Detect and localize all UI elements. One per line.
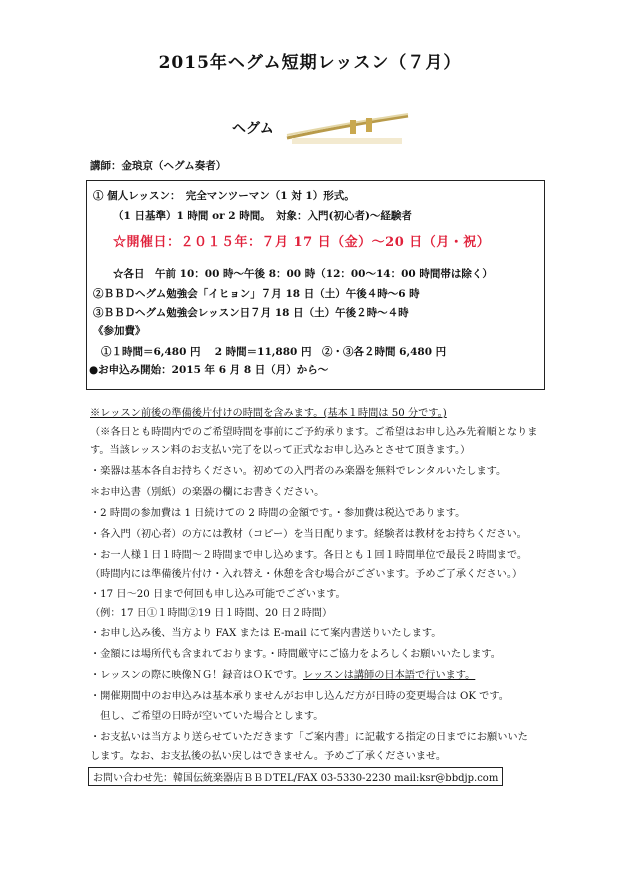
lesson-info-box [86,180,545,390]
note-line: ・お一人様１日１時間～２時間まで申し込めます。各日とも１回１時間単位で最長２時間まで。 [90,550,528,561]
box-line-application-start: ●お申込み開始：2015 年 6 月 8 日（月）から～ [89,364,329,376]
box-line-fee-heading: 《参加費》 [93,325,146,337]
note-video-text: ・レッスンの際に映像ＮＧ！録音はＯＫです。 [90,670,304,681]
box-line-fees: ①１時間＝6,480 円 2 時間＝11,880 円 ②・③各２時間 6,480 円 [101,346,447,358]
page-title: 2015年ヘグム短期レッスン（７月） [158,53,462,73]
box-line-dates: ☆開催日：２０１５年：７月 17 日（金）～20 日（月・祝） [113,235,491,250]
contact-info: お問い合わせ先：韓国伝統楽器店ＢＢＤTEL/FAX 03-5330-2230 mail:ksr@bbdjp.com [88,767,503,786]
haegeum-instrument-icon [232,108,412,152]
note-line: ・お申し込み後、当方より FAX または E-mail にて案内書送りいたします。 [90,628,442,639]
note-line: ※レッスン前後の準備後片付けの時間を含みます。(基本１時間は 50 分です。) [90,408,447,419]
note-line: （時間内には準備後片付け・入れ替え・休憩を含む場合がございます。予めご了承ください。） [90,569,523,580]
note-line: ・お支払いは当方より送らせていただきます「ご案内書」に記載する指定の日までにお願いいた [90,732,528,743]
note-line: ・2 時間の参加費は 1 日続けての 2 時間の金額です。・参加費は税込であります。 [90,508,466,519]
note-line-video [90,666,475,681]
note-line: ・開催期間中のお申込みは基本承りませんがお申し込んだ方が日時の変更場合は OK です。 [90,691,509,702]
teacher-label: 講師：金琅京（ヘグム奏者） [90,160,227,172]
note-language-text: レッスンは講師の日本語で行います。 [303,670,476,681]
haegeum-logo [232,108,412,152]
box-line-study-group: ②ＢＢＤヘグム勉強会「イヒョン」７月 18 日（土）午後４時～6 時 [93,288,420,300]
box-line-study-lesson: ③ＢＢＤヘグム勉強会レッスン日７月 18 日（土）午後２時～４時 [93,307,409,319]
box-line-hours: ☆各日 午前 10：00 時～午後 8：00 時（12：00～14：00 時間帯は除く） [113,268,493,280]
note-line: します。なお、お支払後の払い戻しはできません。予めご了承くださいませ。 [90,751,447,762]
note-line: ・楽器は基本各自お持ちください。初めての入門者のみ楽器を無料でレンタルいたします。 [90,466,507,477]
note-line: （例：17 日①１時間②19 日１時間、20 日２時間） [90,608,333,619]
box-line-private-lesson: ① 個人レッスン： 完全マンツーマン（1 対 1）形式。 [93,190,355,202]
note-line: （※各日とも時間内でのご希望時間を事前にご予約承ります。ご希望はお申し込み先着順となりま [90,427,538,438]
note-line: 但し、ご希望の日時が空いていた場合とします。 [90,711,324,722]
note-line: ・17 日～20 日まで何回も申し込み可能でございます。 [90,589,346,600]
note-line: す。当該レッスン料のお支払い完了を以って正式なお申し込みとさせて頂きます。） [90,445,471,456]
box-line-duration: （1 日基準）1 時間 or 2 時間。 対象：入門(初心者)～経験者 [113,210,412,222]
note-line: ・金額には場所代も含まれております。・時間厳守にご協力をよろしくお願いいたします。 [90,649,501,660]
note-line: ＊お申込書（別紙）の楽器の欄にお書きください。 [90,487,325,498]
logo-text: ヘグム [232,121,274,137]
note-line: ・各入門（初心者）の方には教材（コピー）を当日配ります。経験者は教材をお持ちください。 [90,529,527,540]
